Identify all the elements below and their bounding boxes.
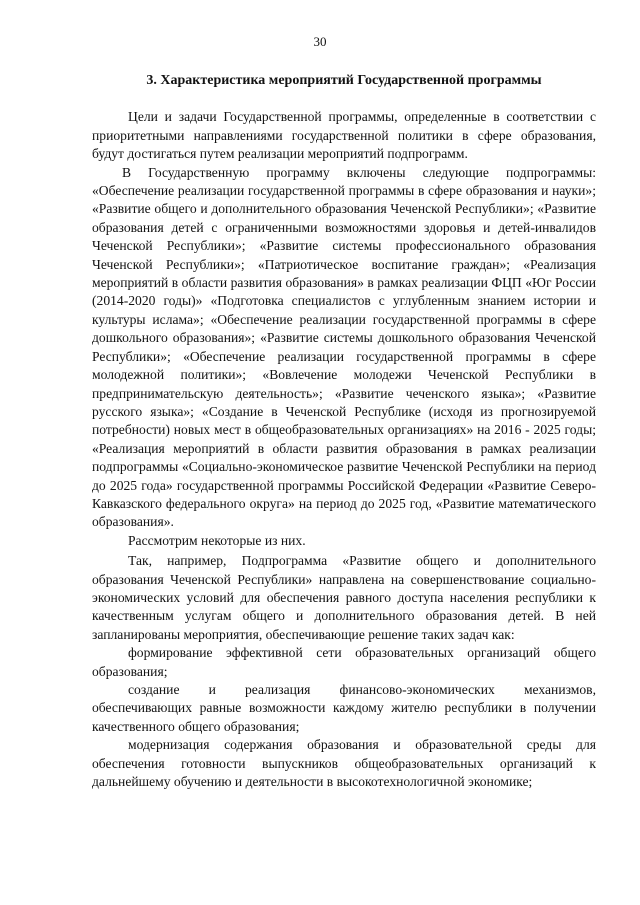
paragraph-goals: Цели и задачи Государственной программы, определенные в соответствии с приоритетными направлениями государственной политики в сфере образования, будут достигаться путем реализации мероприятий подпрограмм. xyxy=(92,109,596,162)
paragraph-task-network: формирование эффективной сети образовательных организаций общего образования; xyxy=(92,645,596,679)
paragraph-task-financial-mechanisms: создание и реализация финансово-экономических механизмов, обеспечивающих равные возможности каждому жителю республики в получении качественного общего образования; xyxy=(92,682,596,734)
page-number: 30 xyxy=(313,34,327,49)
paragraph-consider: Рассмотрим некоторые из них. xyxy=(128,532,306,548)
paragraph-task-modernization: модернизация содержания образования и образовательной среды для обеспечения готовности выпускников общеобразовательных организаций к дальнейшему обучению и деятельности в высокотехнологичной экономике; xyxy=(92,737,596,790)
paragraph-subprograms-list: В Государственную программу включены следующие подпрограммы: «Обеспечение реализации государственной программы в сфере образования и науки»; «Развитие общего и дополнительного образования Чеченской Республики»; «Развитие образования детей с ограниченными возможностями здоровья и детей-инвалидов Чеченской Республики»; «Развитие системы профессионального образования Чеченской Республики»; «Патриотическое воспитание граждан»; «Реализация мероприятий в области развития образования» в рамках реализации ФЦП «Юг России (2014-2020 годы)» «Подготовка специалистов с углубленным знанием истории и культуры ислама»; «Обеспечение реализации государственной программы в сфере дошкольного образования»; «Развитие системы дошкольного образования Чеченской Республики»; «Обеспечение реализации государственной программы в сфере молодежной политики»; «Вовлечение молодежи Чеченской Республики в предпринимательскую деятельность»; «Развитие чеченского языка»; «Развитие русского языка»; «Создание в Чеченской Республике (исходя из прогнозируемой потребности) новых мест в общеобразовательных организациях» на 2016 - 2025 годы; «Реализация мероприятий в области развития образования в рамках реализации подпрограммы «Социально-экономическое развитие Чеченской Республики на период до 2025 года» государственной программы Российской Федерации «Развитие Северо-Кавказского федерального округа» на период до 2025 год, «Развитие математического образования». xyxy=(92,164,596,530)
section-title: 3. Характеристика мероприятий Государственной программы xyxy=(146,73,542,88)
paragraph-subprogram-general-education: Так, например, Подпрограмма «Развитие общего и дополнительного образования Чеченской Республики» направлена на совершенствование социально-экономических условий для обеспечения равного доступа населения республики к качественным услугам общего и дополнительного образования детей. В ней запланированы мероприятия, обеспечивающие решение таких задач как: xyxy=(92,553,596,642)
document-body xyxy=(92,72,596,791)
